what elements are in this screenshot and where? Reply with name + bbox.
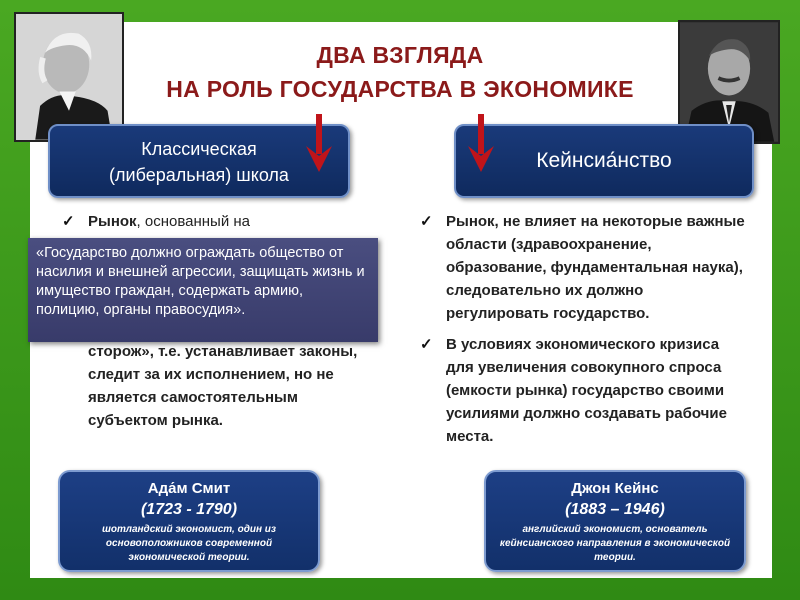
keynes-bullet-1-text: Рынок, не влияет на некоторые важные области (здравоохранение, образование, фундаментальная наука), следовательно их должно регулировать государство.	[446, 213, 745, 322]
title-line-2: НА РОЛЬ ГОСУДАРСТВА В ЭКОНОМИКЕ	[166, 76, 634, 102]
john-keynes-box	[484, 470, 746, 572]
check-icon: ✓	[420, 213, 433, 230]
keynesianism-box	[454, 124, 754, 198]
market-word: Рынок	[88, 213, 137, 230]
check-icon: ✓	[62, 213, 75, 230]
smith-name: Ада́м Смит	[147, 480, 231, 497]
check-icon: ✓	[420, 336, 433, 353]
arrow-down-icon	[304, 114, 334, 174]
keynes-name: Джон Кейнс	[571, 480, 659, 497]
smith-quote-box: «Государство должно ограждать общество от насилия и внешней агрессии, защищать жизнь и имущество граждан, содержать армию, полицию, органы правосудия».	[28, 238, 378, 342]
classical-school-line-2: (либеральная) школа	[109, 165, 289, 185]
arrow-down-icon	[466, 114, 496, 174]
market-rest: , основанный на	[136, 213, 251, 230]
smith-description: шотландский экономист, один из основоположников современной экономической теории.	[101, 524, 277, 563]
keynes-bullet-2-text: В условиях экономического кризиса для увеличения совокупного спроса (емкости рынка) государство своими усилиями должно создавать рабочие места.	[446, 336, 727, 445]
watchman-rest: , т.е. устанавливает законы, следит за их исполнением, но не является самостоятельным субъектом рынка.	[88, 343, 358, 429]
keynes-description: английский экономист, основатель кейнсианского направления в экономической теории.	[499, 524, 731, 563]
adam-smith-portrait	[14, 12, 124, 142]
keynesianism-label: Кейнсиа́нство	[536, 149, 672, 172]
keynes-bullet-1	[420, 210, 750, 325]
classical-school-line-1: Классическая	[141, 139, 257, 159]
keynes-text	[420, 210, 750, 456]
watchman-word: сторож»	[88, 343, 150, 360]
adam-smith-box	[58, 470, 320, 572]
keynes-bullet-2	[420, 333, 750, 448]
slide-title	[100, 38, 700, 106]
title-line-1: ДВА ВЗГЛЯДА	[316, 42, 484, 68]
keynes-dates: (1883 – 1946)	[565, 501, 665, 518]
smith-dates: (1723 - 1790)	[140, 501, 238, 518]
